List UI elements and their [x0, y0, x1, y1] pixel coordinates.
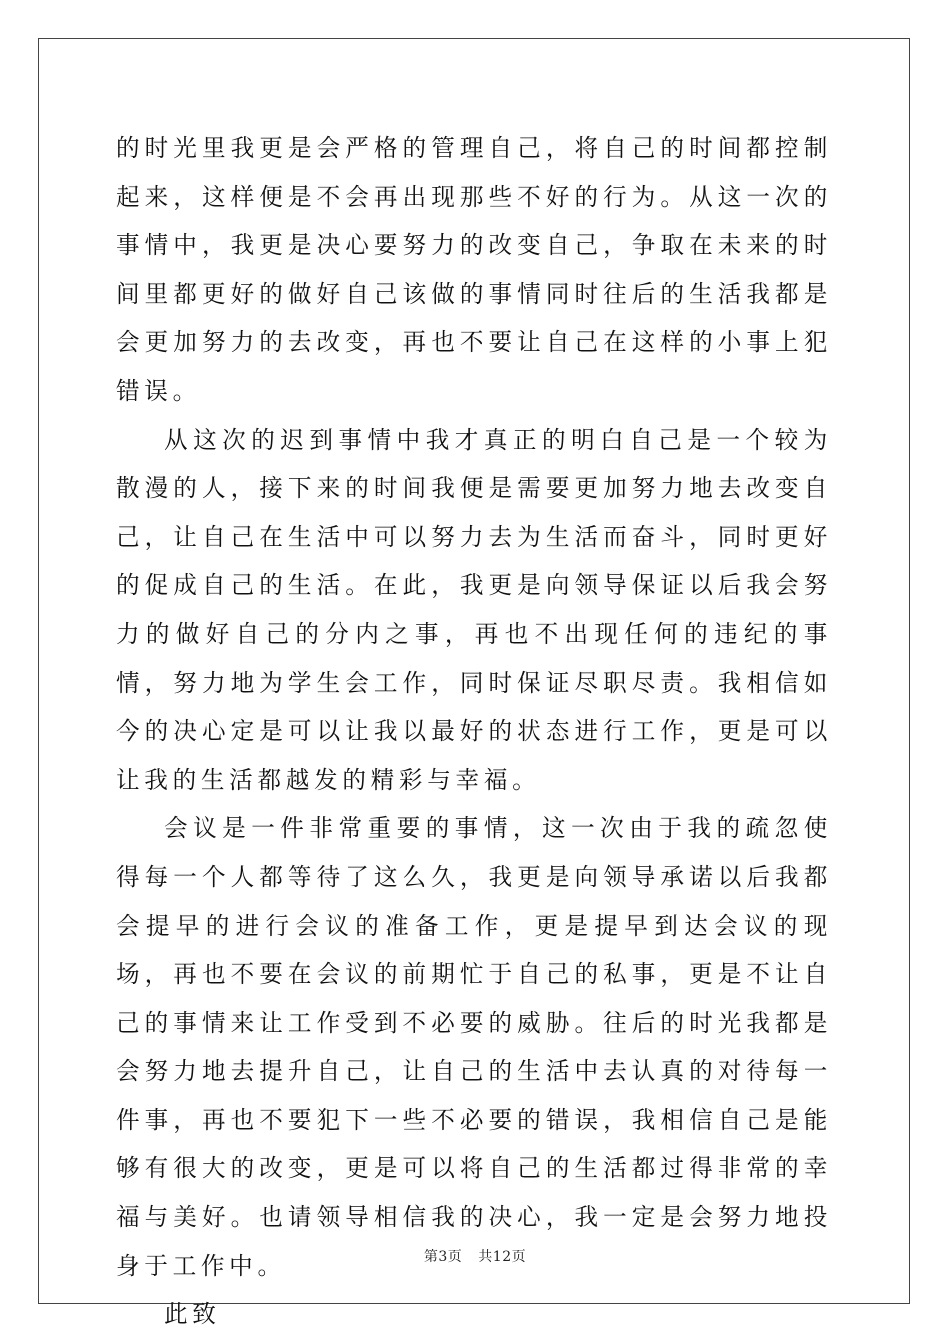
page-footer — [0, 1248, 950, 1266]
paragraph-3: 会议是一件非常重要的事情，这一次由于我的疏忽使得每一个人都等待了这么久，我更是向领导承诺以后我都会提早的进行会议的准备工作，更是提早到达会议的现场，再也不要在会议的前期忙于自己的私事，更是不让自己的事情来让工作受到不必要的威胁。往后的时光我都是会努力地去提升自己，让自己的生活中去认真的对待每一件事，再也不要犯下一些不必要的错误，我相信自己是能够有很大的改变，更是可以将自己的生活都过得非常的幸福与美好。也请领导相信我的决心，我一定是会努力地投身于工作中。 — [116, 814, 832, 1280]
closing-salutation: 此致 — [164, 1300, 221, 1329]
page-number: 第3页 — [423, 1249, 463, 1265]
paragraph-1: 的时光里我更是会严格的管理自己，将自己的时间都控制起来，这样便是不会再出现那些不好的行为。从这一次的事情中，我更是决心要努力的改变自己，争取在未来的时间里都更好的做好自己该做的事情同时往后的生活我都是会更加努力的去改变，再也不要让自己在这样的小事上犯错误。 — [116, 134, 832, 405]
document-body — [116, 124, 832, 1339]
paragraph-2: 从这次的迟到事情中我才真正的明白自己是一个较为散漫的人，接下来的时间我便是需要更加努力地去改变自己，让自己在生活中可以努力去为生活而奋斗，同时更好的促成自己的生活。在此，我更是向领导保证以后我会努力的做好自己的分内之事，再也不出现任何的违纪的事情，努力地为学生会工作，同时保证尽职尽责。我相信如今的决心定是可以让我以最好的状态进行工作，更是可以让我的生活都越发的精彩与幸福。 — [116, 425, 832, 794]
page-total: 共12页 — [478, 1249, 527, 1265]
